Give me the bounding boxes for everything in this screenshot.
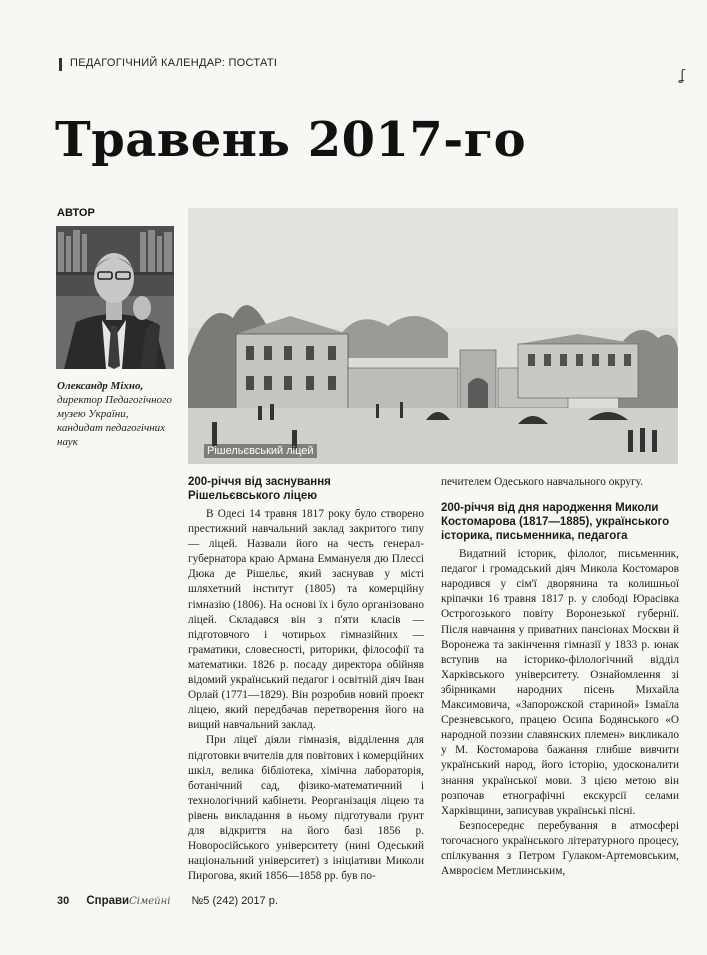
corner-mark: ʆ [680, 68, 685, 84]
left-column [188, 475, 424, 884]
lyceum-heading: 200-річчя від заснування Рішельєвського ліцею [188, 476, 331, 502]
magazine-logo: Справи [86, 895, 130, 907]
kostomarov-paragraph-1: Видатний історик, філолог, письменник, педагог і громадський діяч Микола Костомаров народився у сім'ї дворянина та колишньої кріпачки 16 травня 1817 р. у слободі Юрасівка Острогозького повіту Воронезької губернії. Після навчання у приватних пансіонах Москви й Воронежа та закінчення гімназії у 1833 р. юнак вступив на історико-філологічний відділ Харківського університету. Ознайомлення зі збірниками народних пісень Михайла Максимовича, «Запорожской стариной» Ізмаїла Срезневського, працею Осипа Бодянського «О народной поэзии славянских племен» викликало у М. Костомарова бажання глибше вивчити український народ, його історію, удосконалити знання української мови. З цією метою він розпочав етнографічні екскурсії селами Харківщини, записував українські пісні. [441, 548, 679, 817]
page-title: Травень 2017-го [55, 112, 527, 168]
lyceum-illustration [188, 208, 678, 464]
author-photo [56, 226, 174, 369]
portrait-illustration [56, 226, 174, 369]
illustration-caption: Рішельєвський ліцей [204, 444, 317, 458]
lyceum-engraving [188, 208, 678, 464]
author-name: Олександр Міхно, [57, 380, 144, 392]
kostomarov-paragraph-2: Безпосереднє перебування в атмосфері тогочасного українського літературного процесу, спілкування з Петром Гулаком-Артемовським, Амвросієм Метлинським, [441, 819, 679, 878]
page-number: 30 [57, 895, 70, 907]
section-header: ПЕДАГОГІЧНИЙ КАЛЕНДАР: ПОСТАТІ [70, 57, 278, 69]
header-rule [59, 58, 62, 71]
magazine-logo-script: Сімейні [129, 896, 171, 907]
continuation-line: печителем Одеського навчального округу. [441, 476, 644, 488]
lyceum-paragraph-1: В Одесі 14 травня 1817 року було створено престижний навчальний заклад закритого типу — ліцей. Назвали його на честь генерал-губернатора краю Армана Еммануеля дю Плессі Дюка де Рішельє, який заснував у місті шляхетний інститут (1805) та комерційну гімназію (1806). На основі їх і було організовано ліцей. Складався він з п'яти класів — підготовчого і чотирьох гімназійних — граматики, словесності, риторики, філософії та математики. 1826 р. посаду директора обійняв відомий український педагог і освітній діяч Іван Орлай (1771—1829). Він розробив новий проект ліцею, який передбачав перетворення його на вищий навчальний заклад. [188, 508, 424, 732]
author-description: директор Педагогічного музею України, кандидат педагогічних наук [57, 394, 172, 448]
author-caption [57, 379, 177, 449]
kostomarov-heading: 200-річчя від дня народження Миколи Костомарова (1817—1885), українського історика, письменника, педагога [441, 502, 670, 543]
issue-number: №5 (242) 2017 р. [191, 895, 278, 907]
right-column [441, 475, 679, 879]
lyceum-paragraph-2: При ліцеї діяли гімназія, відділення для підготовки вчителів для повітових і комерційних шкіл, велика бібліотека, хімічна лабораторія, ботанічний сад, фізико-математичний і технологічний кабінети. Реорганізація ліцею та рівень викладання в ньому підготували ґрунт для відкриття на його базі 1856 р. Новоросійського університету (нині Одеський національний університет) з ініціативи Миколи Пирогова, який 1856—1858 рр. був по- [188, 734, 424, 883]
page-footer [57, 895, 278, 907]
author-label: АВТОР [57, 207, 95, 219]
